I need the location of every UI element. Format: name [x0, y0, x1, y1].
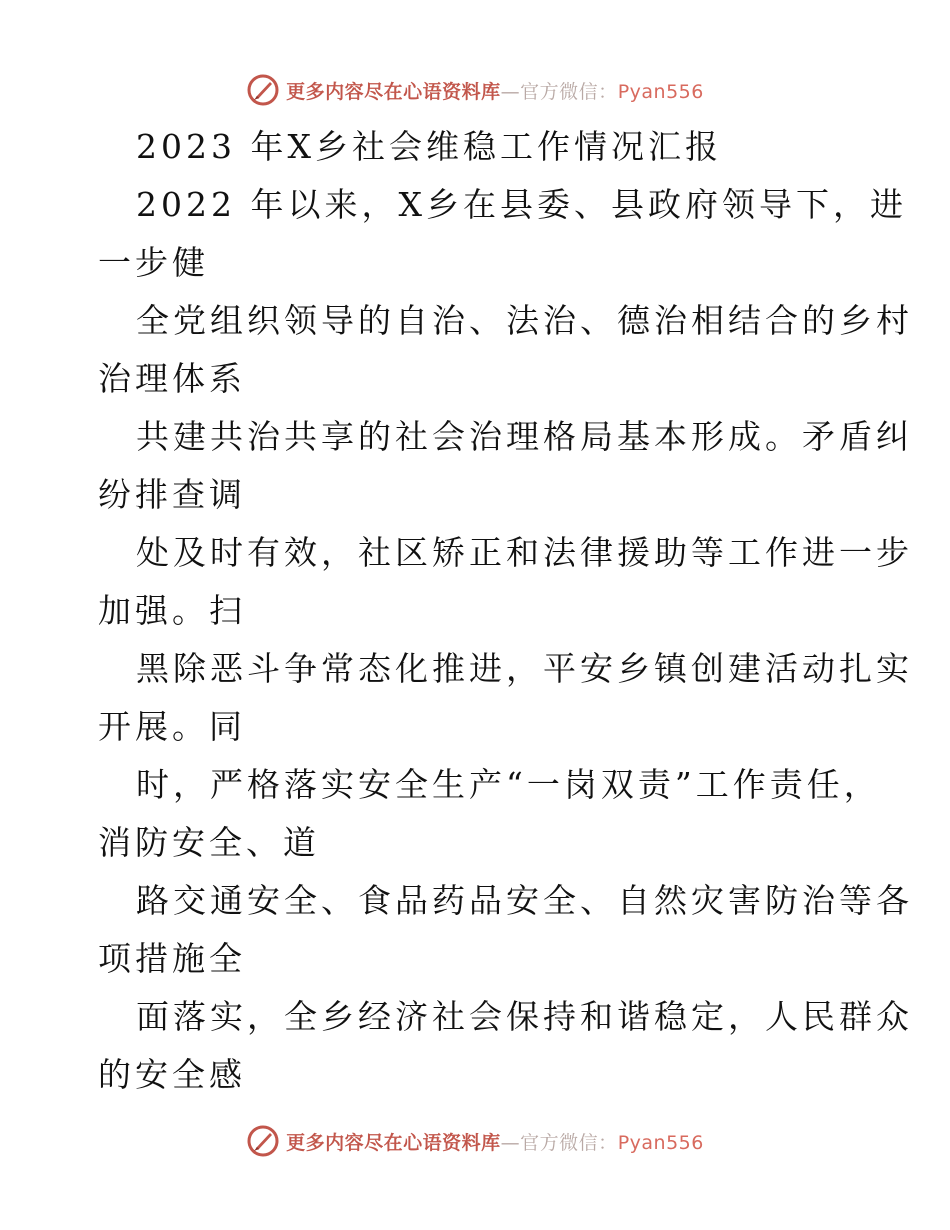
paragraph-line: 共建共治共享的社会治理格局基本形成。矛盾纠	[136, 417, 913, 456]
paragraph-line: 路交通安全、食品药品安全、自然灾害防治等各	[136, 881, 913, 920]
watermark-wechat-id: Pyan556	[617, 1131, 704, 1154]
paragraph-line: 开展。同	[98, 707, 246, 746]
watermark-brand: 更多内容尽在心语资料库	[286, 1131, 501, 1154]
paragraph-line: 处及时有效，社区矫正和法律援助等工作进一步	[136, 533, 913, 572]
paragraph-line: 消防安全、道	[98, 823, 320, 862]
paragraph-line: 加强。扫	[98, 591, 246, 630]
paragraph-line: 的安全感	[98, 1055, 246, 1094]
quill-logo-icon	[246, 1124, 280, 1158]
watermark-wechat-label: 官方微信：	[520, 80, 618, 103]
document-body	[98, 118, 913, 1104]
watermark-text	[286, 77, 704, 104]
paragraph-line: 面落实，全乡经济社会保持和谐稳定，人民群众	[136, 997, 913, 1036]
footer-watermark	[0, 1121, 950, 1161]
watermark-wechat-label: 官方微信：	[520, 1131, 618, 1154]
watermark-separator: —	[500, 1131, 521, 1154]
watermark-text	[286, 1128, 704, 1155]
paragraph-line: 时，严格落实安全生产“一岗双责”工作责任，	[136, 765, 881, 804]
watermark-separator: —	[500, 80, 521, 103]
paragraph-line: 治理体系	[98, 359, 246, 398]
paragraph-line: 纷排查调	[98, 475, 246, 514]
header-watermark	[0, 70, 950, 110]
watermark-wechat-id: Pyan556	[617, 80, 704, 103]
paragraph-line: 项措施全	[98, 939, 246, 978]
paragraph-line: 全党组织领导的自治、法治、德治相结合的乡村	[136, 301, 913, 340]
watermark-brand: 更多内容尽在心语资料库	[286, 80, 501, 103]
paragraph-line: 一步健	[98, 243, 209, 282]
document-title: 2023 年X乡社会维稳工作情况汇报	[136, 127, 722, 166]
paragraph-line: 2022 年以来，X乡在县委、县政府领导下，进	[136, 185, 907, 224]
paragraph-line: 黑除恶斗争常态化推进，平安乡镇创建活动扎实	[136, 649, 913, 688]
quill-logo-icon	[246, 73, 280, 107]
